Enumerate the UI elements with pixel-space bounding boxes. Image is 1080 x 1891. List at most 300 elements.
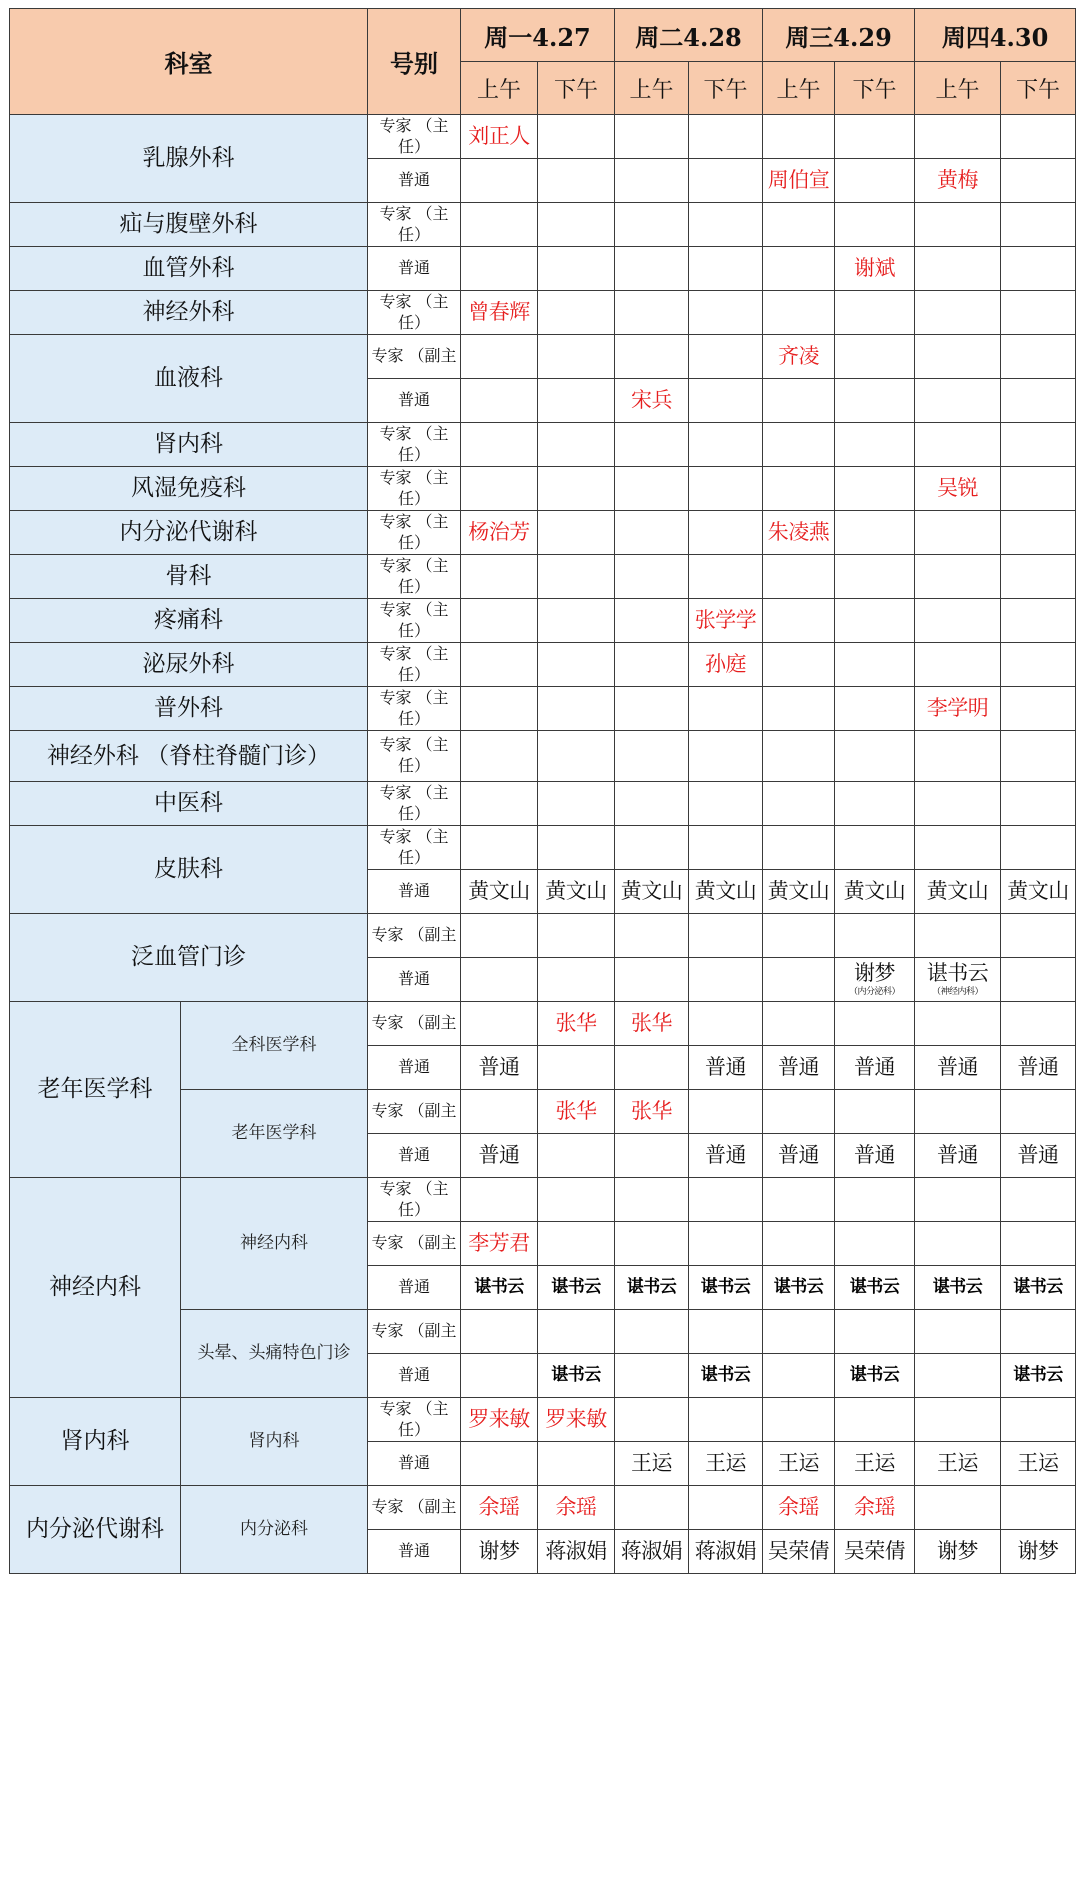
registration-type-cell: 专家 （主任）	[368, 731, 461, 782]
schedule-slot	[538, 958, 615, 1002]
department-cell: 内分泌代谢科	[10, 1486, 181, 1574]
doctor-name: 张华	[555, 1010, 597, 1035]
schedule-slot	[538, 1266, 615, 1310]
schedule-slot	[763, 1046, 835, 1090]
schedule-slot	[1001, 1310, 1076, 1354]
schedule-slot	[1001, 731, 1076, 782]
table-row	[10, 555, 1076, 599]
schedule-slot	[461, 1222, 538, 1266]
schedule-slot	[915, 958, 1001, 1002]
schedule-slot	[763, 782, 835, 826]
schedule-slot	[915, 1222, 1001, 1266]
schedule-slot	[615, 731, 689, 782]
schedule-slot	[835, 1222, 915, 1266]
day-header: 周一4.27	[461, 9, 615, 62]
doctor-name: 余瑶	[778, 1494, 820, 1519]
schedule-slot	[763, 1486, 835, 1530]
schedule-slot	[835, 335, 915, 379]
doctor-name: 谌书云	[1013, 1365, 1063, 1386]
schedule-slot	[835, 599, 915, 643]
schedule-slot	[538, 467, 615, 511]
schedule-slot	[461, 1134, 538, 1178]
doctor-name: 谌书云	[773, 1277, 824, 1298]
schedule-slot	[915, 1398, 1001, 1442]
registration-type-cell: 普通	[368, 1266, 461, 1310]
doctor-name: 谌书云	[849, 1277, 900, 1298]
schedule-slot	[689, 247, 763, 291]
schedule-slot	[689, 1530, 763, 1574]
schedule-slot	[461, 1002, 538, 1046]
schedule-slot	[538, 1530, 615, 1574]
schedule-slot	[615, 1178, 689, 1222]
schedule-slot	[763, 1002, 835, 1046]
doctor-name: 蒋淑娟	[545, 1538, 607, 1563]
am-header: 上午	[461, 62, 538, 115]
pm-header: 下午	[835, 62, 915, 115]
schedule-slot	[689, 870, 763, 914]
schedule-slot	[763, 1398, 835, 1442]
schedule-slot	[689, 291, 763, 335]
schedule-slot	[763, 159, 835, 203]
doctor-name: 王运	[631, 1450, 673, 1475]
registration-type-cell: 专家 （主任）	[368, 423, 461, 467]
schedule-slot	[461, 1442, 538, 1486]
schedule-slot	[763, 423, 835, 467]
schedule-slot	[915, 870, 1001, 914]
schedule-slot	[763, 291, 835, 335]
schedule-slot	[689, 1090, 763, 1134]
schedule-slot	[615, 1310, 689, 1354]
schedule-slot	[1001, 423, 1076, 467]
schedule-slot	[689, 379, 763, 423]
schedule-slot	[461, 247, 538, 291]
schedule-slot	[615, 782, 689, 826]
schedule-slot	[763, 203, 835, 247]
department-cell: 肾内科	[10, 1398, 181, 1486]
schedule-slot	[915, 1090, 1001, 1134]
schedule-slot	[538, 159, 615, 203]
schedule-slot	[461, 1354, 538, 1398]
table-body	[10, 115, 1076, 1574]
sub-department-cell: 头晕、头痛特色门诊	[181, 1310, 368, 1398]
schedule-slot	[461, 1090, 538, 1134]
doctor-name: 齐凌	[778, 343, 820, 368]
schedule-slot	[615, 1046, 689, 1090]
schedule-slot	[615, 203, 689, 247]
schedule-slot	[538, 115, 615, 159]
schedule-slot	[461, 958, 538, 1002]
doctor-name: 普通	[705, 1142, 747, 1167]
schedule-slot	[915, 1486, 1001, 1530]
schedule-slot	[915, 914, 1001, 958]
schedule-slot	[538, 1310, 615, 1354]
schedule-slot	[538, 870, 615, 914]
schedule-slot	[1001, 1266, 1076, 1310]
doctor-name: 杨治芳	[468, 519, 530, 544]
schedule-slot	[615, 115, 689, 159]
doctor-name: 曾春辉	[468, 299, 530, 324]
schedule-slot	[915, 379, 1001, 423]
table-row	[10, 731, 1076, 782]
schedule-slot	[615, 1442, 689, 1486]
schedule-slot	[689, 643, 763, 687]
doctor-name: 谌书云	[551, 1365, 601, 1386]
schedule-slot	[1001, 1222, 1076, 1266]
doctor-name: 周伯宣	[767, 167, 830, 192]
schedule-slot	[915, 731, 1001, 782]
table-row	[10, 511, 1076, 555]
schedule-slot	[1001, 687, 1076, 731]
schedule-slot	[835, 643, 915, 687]
schedule-slot	[615, 1530, 689, 1574]
registration-type-cell: 专家 （副主	[368, 914, 461, 958]
doctor-name: 黄文山	[620, 878, 683, 903]
department-cell: 神经外科	[10, 291, 368, 335]
schedule-slot	[915, 555, 1001, 599]
schedule-slot	[835, 1266, 915, 1310]
schedule-slot	[835, 826, 915, 870]
schedule-slot	[538, 1354, 615, 1398]
schedule-slot	[915, 826, 1001, 870]
schedule-slot	[763, 687, 835, 731]
registration-type-cell: 专家 （主任）	[368, 467, 461, 511]
schedule-slot	[461, 423, 538, 467]
schedule-slot	[835, 1486, 915, 1530]
schedule-slot	[461, 1530, 538, 1574]
schedule-slot	[915, 247, 1001, 291]
doctor-name: 罗来敏	[468, 1406, 530, 1431]
table-row	[10, 643, 1076, 687]
schedule-slot	[538, 379, 615, 423]
schedule-slot	[538, 1134, 615, 1178]
schedule-slot	[1001, 1134, 1076, 1178]
doctor-name: 李学明	[926, 695, 989, 720]
schedule-slot	[1001, 1442, 1076, 1486]
pm-header: 下午	[538, 62, 615, 115]
schedule-slot	[689, 159, 763, 203]
schedule-slot	[538, 1002, 615, 1046]
registration-type-cell: 专家 （主任）	[368, 687, 461, 731]
schedule-slot	[461, 1398, 538, 1442]
schedule-slot	[689, 423, 763, 467]
schedule-slot	[615, 1486, 689, 1530]
schedule-slot	[763, 1222, 835, 1266]
schedule-slot	[835, 247, 915, 291]
doctor-name: 王运	[778, 1450, 820, 1475]
department-cell: 普外科	[10, 687, 368, 731]
schedule-slot	[915, 643, 1001, 687]
schedule-slot	[763, 914, 835, 958]
schedule-slot	[615, 247, 689, 291]
schedule-slot	[763, 379, 835, 423]
schedule-slot	[461, 467, 538, 511]
schedule-slot	[461, 870, 538, 914]
sub-department-cell: 内分泌科	[181, 1486, 368, 1574]
doctor-name: 普通	[937, 1054, 979, 1079]
schedule-slot	[689, 511, 763, 555]
doctor-name: 王运	[937, 1450, 979, 1475]
schedule-slot	[615, 687, 689, 731]
doctor-name: 谢梦	[854, 961, 896, 986]
schedule-slot	[461, 511, 538, 555]
table-row	[10, 1486, 1076, 1530]
registration-type-cell: 专家 （主任）	[368, 291, 461, 335]
registration-type-cell: 专家 （主任）	[368, 511, 461, 555]
schedule-slot	[915, 1046, 1001, 1090]
doctor-name: 罗来敏	[545, 1406, 607, 1431]
doctor-name: 黄文山	[1007, 878, 1069, 903]
schedule-slot	[835, 1134, 915, 1178]
schedule-slot	[615, 643, 689, 687]
table-row	[10, 247, 1076, 291]
doctor-name: 谢梦	[1017, 1538, 1059, 1563]
schedule-slot	[1001, 379, 1076, 423]
schedule-slot	[763, 643, 835, 687]
am-header: 上午	[763, 62, 835, 115]
registration-type-cell: 专家 （主任）	[368, 826, 461, 870]
registration-type-cell: 专家 （主任）	[368, 1398, 461, 1442]
schedule-slot	[915, 1310, 1001, 1354]
schedule-slot	[835, 159, 915, 203]
sub-department-cell: 老年医学科	[181, 1090, 368, 1178]
schedule-slot	[689, 599, 763, 643]
schedule-slot	[1001, 1046, 1076, 1090]
registration-type-cell: 专家 （副主	[368, 1222, 461, 1266]
schedule-slot	[1001, 826, 1076, 870]
table-row	[10, 1002, 1076, 1046]
schedule-slot	[1001, 291, 1076, 335]
schedule-slot	[461, 555, 538, 599]
schedule-slot	[835, 1442, 915, 1486]
schedule-slot	[461, 203, 538, 247]
schedule-slot	[615, 1002, 689, 1046]
registration-type-cell: 普通	[368, 159, 461, 203]
schedule-slot	[1001, 467, 1076, 511]
department-cell: 泛血管门诊	[10, 914, 368, 1002]
schedule-slot	[615, 1266, 689, 1310]
schedule-slot	[915, 467, 1001, 511]
schedule-slot	[1001, 1530, 1076, 1574]
type-header: 号别	[368, 9, 461, 115]
schedule-slot	[835, 291, 915, 335]
doctor-name: 黄文山	[926, 878, 989, 903]
registration-type-cell: 专家 （副主	[368, 1486, 461, 1530]
registration-type-cell: 专家 （副主	[368, 335, 461, 379]
schedule-slot	[689, 467, 763, 511]
table-row	[10, 335, 1076, 379]
registration-type-cell: 专家 （主任）	[368, 1178, 461, 1222]
schedule-slot	[689, 115, 763, 159]
schedule-slot	[1001, 1398, 1076, 1442]
schedule-slot	[835, 1354, 915, 1398]
schedule-slot	[538, 643, 615, 687]
doctor-name: 孙庭	[705, 651, 747, 676]
doctor-name: 普通	[778, 1142, 820, 1167]
schedule-slot	[763, 247, 835, 291]
table-row	[10, 423, 1076, 467]
schedule-slot	[689, 826, 763, 870]
schedule-slot	[615, 870, 689, 914]
pm-header: 下午	[1001, 62, 1076, 115]
schedule-slot	[461, 115, 538, 159]
doctor-name: 余瑶	[854, 1494, 896, 1519]
doctor-name: 朱凌燕	[767, 519, 830, 544]
department-cell: 泌尿外科	[10, 643, 368, 687]
sub-department-cell: 神经内科	[181, 1178, 368, 1310]
schedule-slot	[689, 1222, 763, 1266]
schedule-slot	[763, 1442, 835, 1486]
schedule-slot	[689, 914, 763, 958]
doctor-name: 刘正人	[468, 123, 530, 148]
schedule-slot	[615, 826, 689, 870]
schedule-slot	[615, 1090, 689, 1134]
schedule-slot	[835, 1046, 915, 1090]
schedule-slot	[835, 731, 915, 782]
registration-type-cell: 专家 （主任）	[368, 115, 461, 159]
schedule-slot	[1001, 115, 1076, 159]
schedule-slot	[763, 1090, 835, 1134]
registration-type-cell: 普通	[368, 1530, 461, 1574]
schedule-slot	[615, 291, 689, 335]
schedule-slot	[835, 958, 915, 1002]
schedule-slot	[1001, 1090, 1076, 1134]
schedule-slot	[763, 511, 835, 555]
table-row	[10, 914, 1076, 958]
schedule-slot	[915, 1530, 1001, 1574]
schedule-slot	[915, 599, 1001, 643]
schedule-slot	[915, 423, 1001, 467]
schedule-slot	[1001, 555, 1076, 599]
doctor-name: 谌书云	[700, 1365, 751, 1386]
table-row	[10, 687, 1076, 731]
doctor-name: 谢梦	[478, 1538, 520, 1563]
schedule-slot	[1001, 1486, 1076, 1530]
day-header: 周四4.30	[915, 9, 1076, 62]
am-header: 上午	[615, 62, 689, 115]
registration-type-cell: 专家 （副主	[368, 1090, 461, 1134]
schedule-slot	[763, 1178, 835, 1222]
table-row	[10, 203, 1076, 247]
schedule-slot	[615, 511, 689, 555]
doctor-name: 宋兵	[631, 387, 673, 412]
registration-type-cell: 普通	[368, 958, 461, 1002]
schedule-slot	[835, 423, 915, 467]
schedule-slot	[1001, 159, 1076, 203]
day-header: 周三4.29	[763, 9, 915, 62]
doctor-name: 谌书云	[926, 961, 989, 986]
schedule-slot	[461, 291, 538, 335]
doctor-name: 张华	[555, 1098, 597, 1123]
schedule-slot	[1001, 1002, 1076, 1046]
schedule-slot	[689, 1046, 763, 1090]
doctor-name: 余瑶	[478, 1494, 520, 1519]
schedule-slot	[538, 1486, 615, 1530]
schedule-slot	[835, 379, 915, 423]
schedule-slot	[615, 958, 689, 1002]
schedule-slot	[461, 379, 538, 423]
schedule-slot	[915, 1002, 1001, 1046]
schedule-slot	[763, 870, 835, 914]
doctor-name: 谢梦	[937, 1538, 979, 1563]
schedule-slot	[1001, 335, 1076, 379]
schedule-slot	[915, 203, 1001, 247]
schedule-slot	[763, 599, 835, 643]
schedule-slot	[835, 782, 915, 826]
table-row	[10, 467, 1076, 511]
schedule-slot	[689, 958, 763, 1002]
doctor-name: 普通	[1017, 1054, 1059, 1079]
schedule-slot	[763, 958, 835, 1002]
doctor-name: 张学学	[694, 607, 757, 632]
department-cell: 肾内科	[10, 423, 368, 467]
schedule-slot	[1001, 870, 1076, 914]
schedule-slot	[538, 731, 615, 782]
table-row	[10, 291, 1076, 335]
department-cell: 疼痛科	[10, 599, 368, 643]
doctor-name: 黄文山	[767, 878, 830, 903]
schedule-slot	[461, 1266, 538, 1310]
schedule-slot	[615, 1354, 689, 1398]
doctor-name: 谌书云	[551, 1277, 601, 1298]
schedule-slot	[763, 335, 835, 379]
schedule-slot	[835, 467, 915, 511]
schedule-slot	[461, 335, 538, 379]
sub-department-cell: 全科医学科	[181, 1002, 368, 1090]
schedule-slot	[1001, 599, 1076, 643]
schedule-slot	[461, 599, 538, 643]
doctor-name: 谌书云	[849, 1365, 900, 1386]
schedule-slot	[538, 826, 615, 870]
sub-department-cell: 肾内科	[181, 1398, 368, 1486]
doctor-name: 普通	[1017, 1142, 1059, 1167]
schedule-slot	[689, 1134, 763, 1178]
schedule-slot	[538, 291, 615, 335]
department-cell: 风湿免疫科	[10, 467, 368, 511]
doctor-name: 普通	[854, 1054, 896, 1079]
schedule-slot	[615, 1134, 689, 1178]
schedule-slot	[915, 1266, 1001, 1310]
schedule-slot	[615, 423, 689, 467]
registration-type-cell: 普通	[368, 870, 461, 914]
registration-type-cell: 专家 （主任）	[368, 555, 461, 599]
doctor-name: 黄文山	[545, 878, 607, 903]
schedule-slot	[689, 203, 763, 247]
schedule-slot	[915, 335, 1001, 379]
schedule-slot	[915, 1134, 1001, 1178]
table-row	[10, 826, 1076, 870]
schedule-slot	[461, 1310, 538, 1354]
schedule-slot	[915, 1354, 1001, 1398]
schedule-slot	[461, 159, 538, 203]
doctor-dept-note: （神经内科）	[932, 986, 984, 997]
schedule-slot	[835, 1002, 915, 1046]
schedule-slot	[689, 1266, 763, 1310]
pm-header: 下午	[689, 62, 763, 115]
doctor-name: 王运	[854, 1450, 896, 1475]
schedule-slot	[915, 511, 1001, 555]
schedule-slot	[835, 1178, 915, 1222]
schedule-slot	[538, 555, 615, 599]
table-row	[10, 1178, 1076, 1222]
doctor-name: 谌书云	[626, 1277, 677, 1298]
doctor-name: 普通	[478, 1142, 520, 1167]
table-row	[10, 599, 1076, 643]
schedule-slot	[615, 1222, 689, 1266]
schedule-slot	[689, 335, 763, 379]
doctor-name: 黄文山	[468, 878, 530, 903]
schedule-slot	[461, 914, 538, 958]
schedule-slot	[835, 511, 915, 555]
